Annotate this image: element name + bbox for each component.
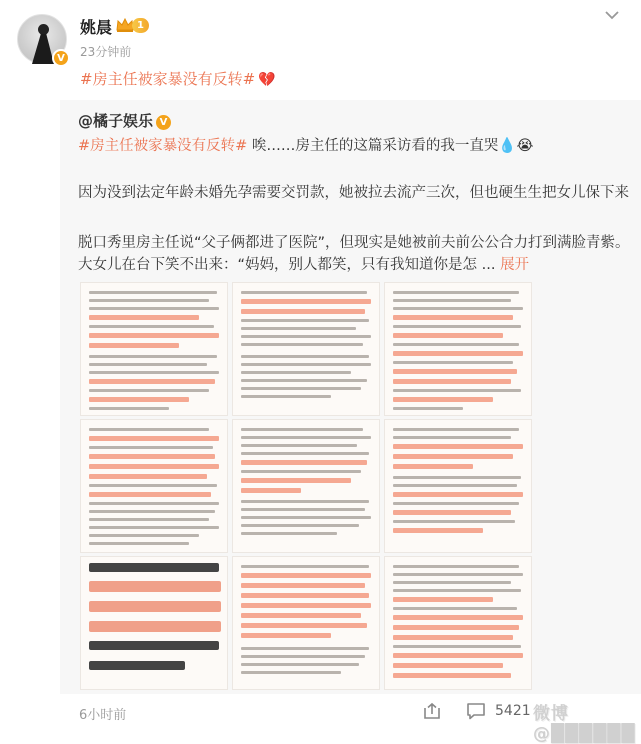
topic-link[interactable]: #房主任被家暴没有反转# — [80, 70, 256, 88]
repost-line-4-text: 大女儿在台下笑不出来：“妈妈，别人都笑，只有我知道你是怎 — [78, 257, 478, 273]
repost-topic-link[interactable]: #房主任被家暴没有反转# — [78, 138, 248, 154]
image-thumbnail[interactable] — [80, 282, 228, 416]
verified-badge-icon: V — [52, 49, 70, 67]
comment-icon[interactable] — [466, 702, 486, 720]
verified-gold-icon: V — [156, 115, 171, 130]
ellipsis: ... — [477, 257, 501, 273]
repost-text-line-2: 因为没到法定年龄未婚先孕需要交罚款，她被拉去流产三次，但也硬生生把女儿保下来 — [78, 185, 629, 201]
image-thumbnail[interactable] — [384, 282, 532, 416]
post-footer — [0, 694, 641, 744]
footer-time: 6小时前 — [79, 708, 127, 723]
avatar-figure-head — [38, 24, 49, 35]
image-thumbnail[interactable] — [384, 556, 532, 690]
image-thumbnail[interactable] — [384, 419, 532, 553]
repost-text-line-3: 脱口秀里房主任说“父子俩都进了医院”，但现实是她被前夫前公公合力打到满脸青紫。 — [78, 235, 630, 251]
watermark: 微博@██████ — [533, 704, 636, 744]
image-grid — [80, 282, 534, 690]
repost-author — [78, 110, 171, 131]
post-header — [0, 0, 641, 100]
level-badge[interactable]: 1 — [132, 18, 149, 33]
broken-heart-emoji: 💔 — [258, 72, 276, 88]
image-thumbnail[interactable] — [232, 282, 380, 416]
image-thumbnail[interactable] — [80, 556, 228, 690]
like-count[interactable]: 5421 — [495, 703, 531, 719]
repost-author-link[interactable]: @橘子娱乐 — [78, 112, 154, 130]
image-thumbnail[interactable] — [232, 556, 380, 690]
share-icon[interactable] — [422, 702, 442, 720]
repost-line-1-text: 唉……房主任的这篇采访看的我一直哭💧😭 — [247, 138, 534, 154]
image-thumbnail[interactable] — [232, 419, 380, 553]
user-name[interactable]: 姚晨 — [80, 18, 113, 37]
expand-link[interactable]: 展开 — [500, 257, 530, 273]
repost-text-line-4 — [78, 253, 529, 274]
chevron-down-icon[interactable] — [603, 8, 621, 22]
avatar-figure-body — [32, 34, 54, 64]
repost-box[interactable] — [60, 100, 641, 694]
image-thumbnail[interactable] — [80, 419, 228, 553]
post-time[interactable]: 23分钟前 — [80, 45, 132, 59]
post-text — [80, 68, 276, 89]
repost-text-line-1 — [78, 134, 533, 155]
